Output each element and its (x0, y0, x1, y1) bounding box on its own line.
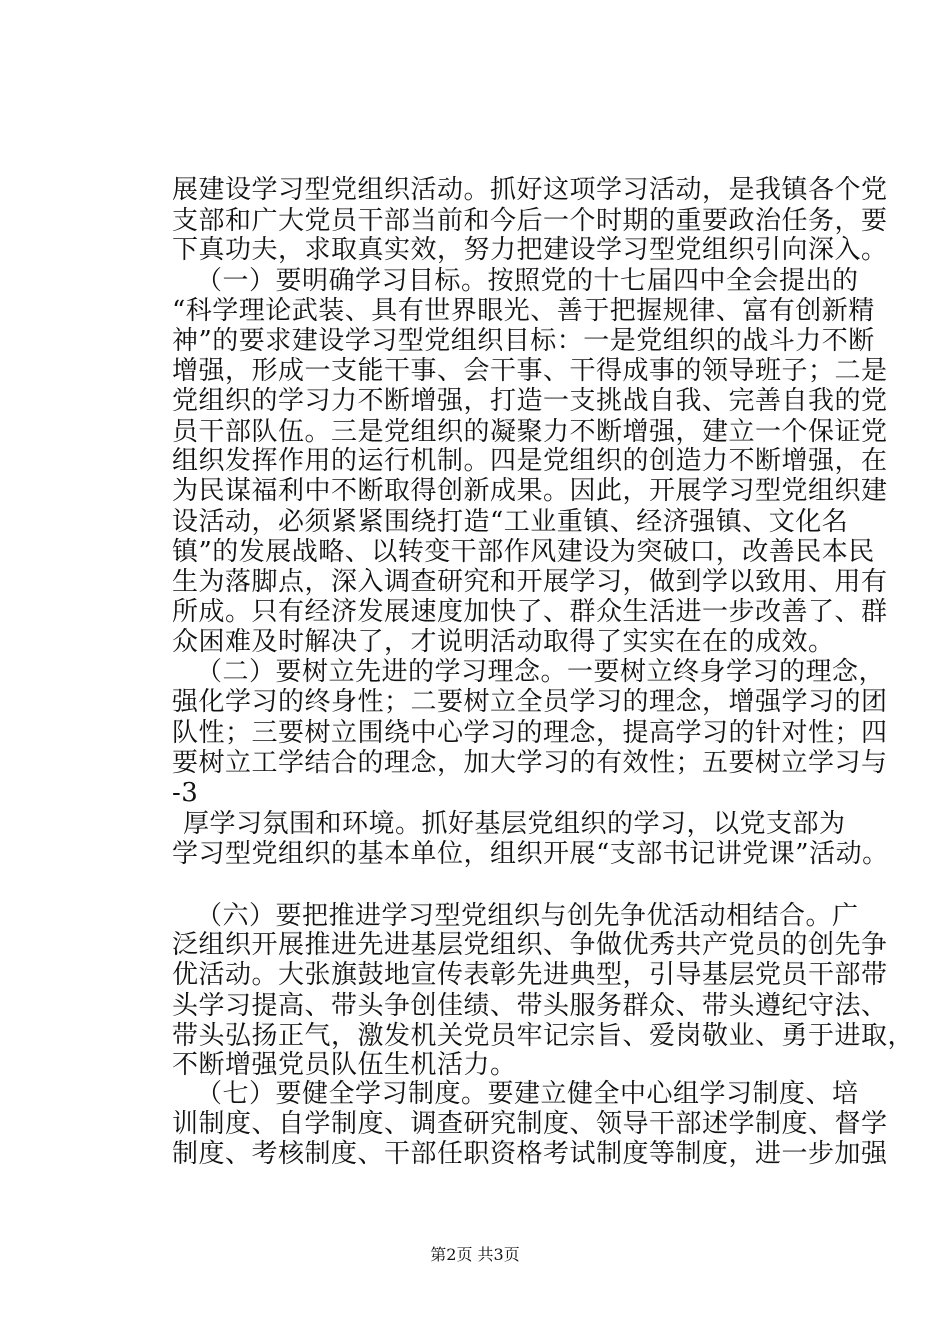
text-line: “科学理论武装、具有世界眼光、善于把握规律、富有创新精 (172, 296, 875, 326)
text-line: 带头弘扬正气，激发机关党员牢记宗旨、爱岗敬业、勇于进取， (172, 1021, 915, 1051)
text-line: （一）要明确学习目标。按照党的十七届四中全会提出的 (196, 266, 859, 296)
text-line: 为民谋福利中不断取得创新成果。因此，开展学习型党组织建 (172, 476, 888, 506)
text-line: 生为落脚点，深入调查研究和开展学习，做到学以致用、用有 (172, 567, 888, 597)
text-line: 不断增强党员队伍生机活力。 (172, 1050, 517, 1080)
text-line: 党组织的学习力不断增强，打造一支挑战自我、完善自我的党 (172, 386, 888, 416)
text-line: 下真功夫，求取真实效，努力把建设学习型党组织引向深入。 (172, 235, 888, 265)
text-line: 队性；三要树立围绕中心学习的理念，提高学习的针对性；四 (172, 718, 888, 748)
text-line: 制度、考核制度、干部任职资格考试制度等制度，进一步加强 (172, 1139, 888, 1169)
text-line: （七）要健全学习制度。要建立健全中心组学习制度、培 (196, 1079, 859, 1109)
text-line: 增强，形成一支能干事、会干事、干得成事的领导班子；二是 (172, 356, 888, 386)
text-line: -3 (172, 778, 199, 808)
text-line: 组织发挥作用的运行机制。四是党组织的创造力不断增强，在 (172, 446, 888, 476)
text-line: （二）要树立先进的学习理念。一要树立终身学习的理念， (196, 657, 886, 687)
text-line: 设活动，必须紧紧围绕打造“工业重镇、经济强镇、文化名 (172, 507, 849, 537)
page-footer: 第2页 共3页 (430, 1245, 520, 1264)
text-line: 泛组织开展推进先进基层党组织、争做优秀共产党员的创先争 (172, 930, 888, 960)
text-line: （六）要把推进学习型党组织与创先争优活动相结合。广 (196, 901, 859, 931)
text-line: 支部和广大党员干部当前和今后一个时期的重要政治任务，要 (172, 206, 888, 236)
text-line: 头学习提高、带头争创佳绩、带头服务群众、带头遵纪守法、 (172, 991, 888, 1021)
text-line: 强化学习的终身性；二要树立全员学习的理念，增强学习的团 (172, 687, 888, 717)
text-line: 学习型党组织的基本单位，组织开展“支部书记讲党课”活动。 (172, 839, 889, 869)
text-line: 所成。只有经济发展速度加快了、群众生活进一步改善了、群 (172, 597, 888, 627)
text-line: 厚学习氛围和环境。抓好基层党组织的学习，以党支部为 (183, 809, 846, 839)
text-line: 要树立工学结合的理念，加大学习的有效性；五要树立学习与 (172, 748, 888, 778)
text-line: 众困难及时解决了，才说明活动取得了实实在在的成效。 (172, 627, 835, 657)
text-line: 展建设学习型党组织活动。抓好这项学习活动，是我镇各个党 (172, 175, 888, 205)
text-line: 优活动。大张旗鼓地宣传表彰先进典型，引导基层党员干部带 (172, 960, 888, 990)
text-line: 训制度、自学制度、调查研究制度、领导干部述学制度、督学 (172, 1109, 888, 1139)
text-line: 员干部队伍。三是党组织的凝聚力不断增强，建立一个保证党 (172, 417, 888, 447)
text-line: 镇”的发展战略、以转变干部作风建设为突破口，改善民本民 (172, 537, 875, 567)
text-line: 神”的要求建设学习型党组织目标：一是党组织的战斗力不断 (172, 326, 875, 356)
